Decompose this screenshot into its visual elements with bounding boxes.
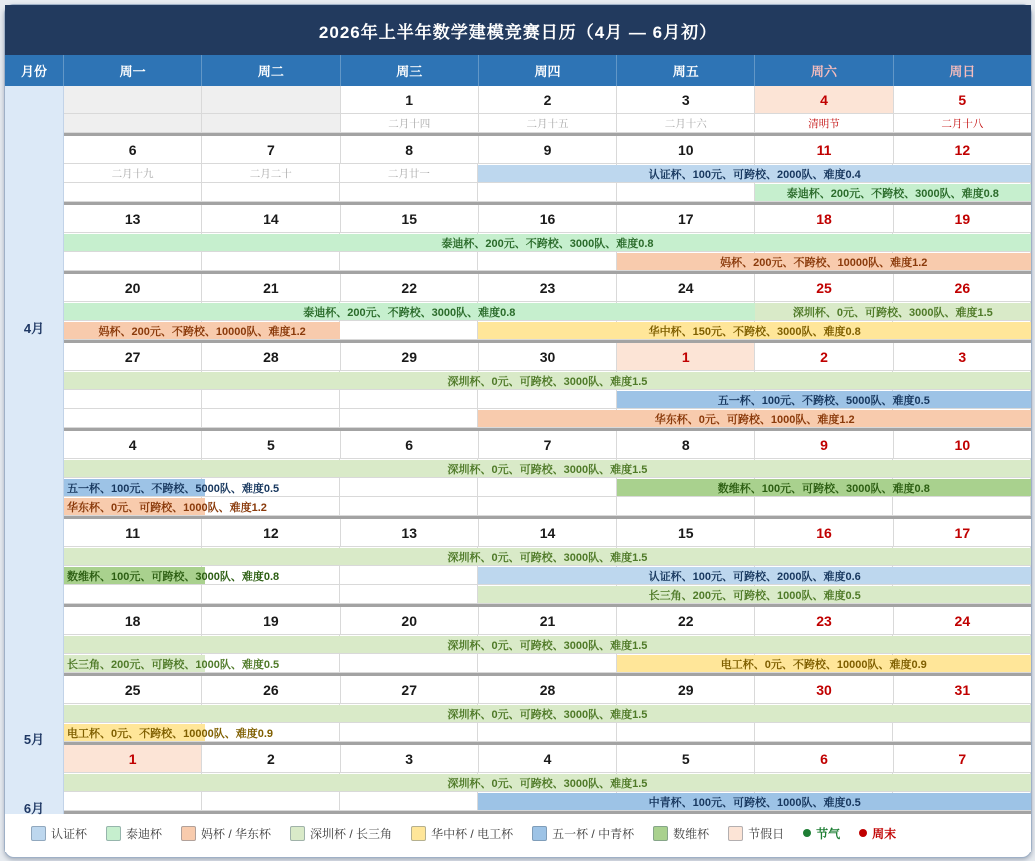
- empty-cell: [340, 252, 478, 271]
- empty-cell: [478, 723, 616, 742]
- event-row: [64, 459, 1031, 478]
- date-cell: 28: [202, 343, 340, 371]
- date-cell: 29: [341, 343, 479, 371]
- empty-cell: [340, 478, 478, 497]
- weekday-header-7: 周日: [949, 64, 976, 79]
- event-bar[interactable]: 中青杯、100元、可跨校、1000队、难度0.5: [478, 793, 1031, 810]
- date-row: [64, 745, 1031, 773]
- event-row: [64, 252, 1031, 271]
- date-cell: 29: [617, 676, 755, 704]
- date-cell: 7: [894, 745, 1031, 773]
- date-cell: 16: [479, 205, 617, 233]
- empty-cell: [64, 114, 202, 133]
- date-cell: 13: [64, 205, 202, 233]
- week-row: [64, 676, 1031, 745]
- legend-item-label: 华中杯 / 电工杯: [431, 826, 514, 841]
- date-cell: 15: [341, 205, 479, 233]
- event-bar[interactable]: 五一杯、100元、不跨校、5000队、难度0.5: [617, 391, 1031, 408]
- date-row: [64, 205, 1031, 233]
- date-cell: 27: [64, 343, 202, 371]
- date-cell: 18: [755, 205, 893, 233]
- date-row: [64, 343, 1031, 371]
- empty-cell: [478, 183, 616, 202]
- event-row: [64, 478, 1031, 497]
- event-bar[interactable]: 妈杯、200元、不跨校、10000队、难度1.2: [617, 253, 1031, 270]
- empty-cell: [755, 497, 893, 516]
- date-cell: 27: [341, 676, 479, 704]
- legend-item-label: 认证杯: [51, 826, 88, 841]
- date-cell: [64, 86, 202, 114]
- solar-term-dot-icon: [803, 829, 811, 837]
- empty-cell: [478, 390, 616, 409]
- event-row: [64, 233, 1031, 252]
- weekday-header-3: 周三: [341, 55, 479, 86]
- date-cell: 14: [202, 205, 340, 233]
- event-row: [64, 371, 1031, 390]
- event-row: [64, 409, 1031, 428]
- event-bar[interactable]: 华东杯、0元、可跨校、1000队、难度1.2: [478, 410, 1031, 427]
- legend-swatch-icon: [290, 826, 305, 841]
- date-cell: 2: [479, 86, 617, 114]
- empty-cell: [340, 585, 478, 604]
- legend-item: [31, 825, 87, 842]
- date-cell: 8: [617, 431, 755, 459]
- date-cell: 4: [64, 431, 202, 459]
- lunar-label-cell: 二月十四: [341, 114, 479, 133]
- date-cell: 26: [894, 274, 1031, 302]
- week-row: [64, 274, 1031, 343]
- lunar-label-cell: 清明节: [755, 114, 893, 133]
- event-bar[interactable]: 泰迪杯、200元、不跨校、3000队、难度0.8: [755, 184, 1031, 201]
- event-row: [64, 183, 1031, 202]
- event-bar[interactable]: 电工杯、0元、不跨校、10000队、难度0.9: [617, 655, 1031, 672]
- empty-cell: [617, 723, 755, 742]
- event-bar[interactable]: 数维杯、100元、可跨校、3000队、难度0.8: [617, 479, 1031, 496]
- legend-item: [532, 825, 634, 842]
- date-cell: 9: [755, 431, 893, 459]
- calendar-card: [4, 4, 1032, 858]
- date-cell: 4: [755, 86, 893, 114]
- event-row: [64, 585, 1031, 604]
- lunar-label-cell: 二月十九: [64, 164, 202, 183]
- date-cell: 24: [894, 607, 1031, 635]
- event-row: [64, 390, 1031, 409]
- date-cell: 5: [617, 745, 755, 773]
- weekday-header-row: [5, 55, 1031, 86]
- legend-swatch-icon: [181, 826, 196, 841]
- empty-cell: [478, 252, 616, 271]
- legend-swatch-icon: [31, 826, 46, 841]
- event-bar[interactable]: 泰迪杯、200元、不跨校、3000队、难度0.8: [64, 234, 1031, 251]
- empty-cell: [202, 114, 340, 133]
- date-cell: 8: [341, 136, 479, 164]
- event-bar[interactable]: 泰迪杯、200元、不跨校、3000队、难度0.8: [64, 303, 755, 320]
- date-cell: 1: [64, 745, 202, 773]
- date-cell: 16: [755, 519, 893, 547]
- legend-item: [653, 825, 709, 842]
- event-bar[interactable]: 深圳杯、0元、可跨校、3000队、难度1.5: [64, 548, 1031, 565]
- empty-cell: [755, 723, 893, 742]
- legend-item-label: 妈杯 / 华东杯: [201, 826, 272, 841]
- date-cell: 22: [341, 274, 479, 302]
- empty-cell: [64, 252, 202, 271]
- legend-item-label: 数维杯: [673, 826, 710, 841]
- weekend-dot-icon: [859, 829, 867, 837]
- event-bar[interactable]: 认证杯、100元、可跨校、2000队、难度0.6: [478, 567, 1031, 584]
- empty-cell: [64, 183, 202, 202]
- date-cell: 12: [202, 519, 340, 547]
- legend-solar-term-label: 节气: [816, 826, 841, 841]
- event-bar[interactable]: 长三角、200元、可跨校、1000队、难度0.5: [478, 586, 1031, 603]
- date-cell: 6: [64, 136, 202, 164]
- date-cell: 17: [894, 519, 1031, 547]
- event-bar[interactable]: 华中杯、150元、不跨校、3000队、难度0.8: [478, 322, 1031, 339]
- page-title: 2026年上半年数学建模竞赛日历（4月 — 6月初）: [5, 5, 1031, 55]
- empty-cell: [478, 478, 616, 497]
- week-row: [64, 519, 1031, 607]
- week-row: [64, 205, 1031, 274]
- date-cell: 19: [202, 607, 340, 635]
- date-cell: 3: [341, 745, 479, 773]
- legend-item: [728, 825, 784, 842]
- legend-item: [106, 825, 162, 842]
- date-cell: 5: [894, 86, 1031, 114]
- date-cell: 5: [202, 431, 340, 459]
- event-row: [64, 497, 1031, 516]
- event-bar[interactable]: 数维杯、100元、可跨校、3000队、难度0.8: [64, 567, 205, 584]
- date-cell: 21: [202, 274, 340, 302]
- date-row: [64, 136, 1031, 164]
- empty-cell: [64, 585, 202, 604]
- event-row: [64, 635, 1031, 654]
- empty-cell: [340, 409, 478, 428]
- legend-swatch-icon: [653, 826, 668, 841]
- date-cell: 4: [479, 745, 617, 773]
- date-row: [64, 274, 1031, 302]
- event-bar[interactable]: 华东杯、0元、可跨校、1000队、难度1.2: [64, 498, 205, 515]
- empty-cell: [340, 654, 478, 673]
- legend-item: [411, 825, 513, 842]
- event-row: [64, 302, 1031, 321]
- weekday-header-1: 周一: [64, 55, 202, 86]
- date-cell: 6: [755, 745, 893, 773]
- date-cell: 24: [617, 274, 755, 302]
- legend-solar-term: [803, 825, 840, 842]
- date-row: [64, 519, 1031, 547]
- empty-cell: [202, 585, 340, 604]
- lunar-label-cell: 二月十八: [894, 114, 1031, 133]
- date-cell: 11: [755, 136, 893, 164]
- week-row: [64, 745, 1031, 814]
- date-cell: 6: [341, 431, 479, 459]
- empty-cell: [64, 390, 202, 409]
- event-row: [64, 566, 1031, 585]
- event-bar[interactable]: 长三角、200元、可跨校、1000队、难度0.5: [64, 655, 205, 672]
- date-cell: 12: [894, 136, 1031, 164]
- date-cell: 17: [617, 205, 755, 233]
- date-cell: 1: [617, 343, 755, 371]
- date-cell: 28: [479, 676, 617, 704]
- date-cell: 20: [341, 607, 479, 635]
- event-row: [64, 704, 1031, 723]
- event-row: [64, 114, 1031, 133]
- date-cell: 11: [64, 519, 202, 547]
- legend-weekend-label: 周末: [872, 826, 897, 841]
- weekday-header-4: 周四: [479, 55, 617, 86]
- date-cell: 22: [617, 607, 755, 635]
- calendar-body: [5, 86, 1031, 814]
- event-bar[interactable]: 认证杯、100元、可跨校、2000队、难度0.4: [478, 165, 1031, 182]
- month-strip: [5, 86, 64, 814]
- date-cell: 14: [479, 519, 617, 547]
- date-cell: 20: [64, 274, 202, 302]
- event-row: [64, 773, 1031, 792]
- weekday-header-2: 周二: [202, 55, 340, 86]
- date-cell: 3: [894, 343, 1031, 371]
- legend-item: [290, 825, 392, 842]
- legend-swatch-icon: [106, 826, 121, 841]
- legend-swatch-icon: [411, 826, 426, 841]
- date-row: [64, 676, 1031, 704]
- date-cell: 7: [479, 431, 617, 459]
- date-cell: 3: [617, 86, 755, 114]
- legend-item-label: 五一杯 / 中青杯: [552, 826, 635, 841]
- empty-cell: [893, 723, 1031, 742]
- empty-cell: [340, 792, 478, 811]
- empty-cell: [340, 321, 478, 340]
- date-cell: 13: [341, 519, 479, 547]
- month-label: 4月: [23, 321, 45, 336]
- month-label: 6月: [23, 801, 45, 816]
- empty-cell: [340, 183, 478, 202]
- empty-cell: [340, 497, 478, 516]
- event-bar[interactable]: 深圳杯、0元、可跨校、3000队、难度1.5: [64, 372, 1031, 389]
- date-cell: 30: [479, 343, 617, 371]
- empty-cell: [478, 497, 616, 516]
- date-cell: 2: [202, 745, 340, 773]
- lunar-label-cell: 二月廿一: [340, 164, 478, 183]
- date-cell: 19: [894, 205, 1031, 233]
- date-row: [64, 607, 1031, 635]
- date-cell: 15: [617, 519, 755, 547]
- empty-cell: [340, 390, 478, 409]
- event-row: [64, 547, 1031, 566]
- week-row: [64, 86, 1031, 136]
- empty-cell: [893, 497, 1031, 516]
- empty-cell: [202, 183, 340, 202]
- event-row: [64, 654, 1031, 673]
- weeks-container: [64, 86, 1031, 814]
- empty-cell: [202, 252, 340, 271]
- legend-item-label: 深圳杯 / 长三角: [310, 826, 393, 841]
- empty-cell: [64, 409, 202, 428]
- date-cell: 10: [617, 136, 755, 164]
- empty-cell: [202, 792, 340, 811]
- empty-cell: [617, 497, 755, 516]
- date-row: [64, 431, 1031, 459]
- event-row: [64, 164, 1031, 183]
- event-row: [64, 321, 1031, 340]
- week-row: [64, 607, 1031, 676]
- event-bar[interactable]: 深圳杯、0元、可跨校、3000队、难度1.5: [755, 303, 1031, 320]
- date-cell: 31: [894, 676, 1031, 704]
- date-cell: 18: [64, 607, 202, 635]
- date-cell: 7: [202, 136, 340, 164]
- date-row: [64, 86, 1031, 114]
- event-bar[interactable]: 深圳杯、0元、可跨校、3000队、难度1.5: [64, 636, 1031, 653]
- empty-cell: [340, 566, 478, 585]
- lunar-label-cell: 二月二十: [202, 164, 340, 183]
- legend-item: [181, 825, 271, 842]
- empty-cell: [340, 723, 478, 742]
- date-cell: 30: [755, 676, 893, 704]
- empty-cell: [64, 792, 202, 811]
- empty-cell: [478, 654, 616, 673]
- date-cell: 10: [894, 431, 1031, 459]
- date-cell: 1: [341, 86, 479, 114]
- date-cell: 26: [202, 676, 340, 704]
- date-cell: 21: [479, 607, 617, 635]
- legend-swatch-icon: [532, 826, 547, 841]
- event-bar[interactable]: 五一杯、100元、不跨校、5000队、难度0.5: [64, 479, 205, 496]
- legend: [5, 814, 1031, 852]
- legend-weekend: [859, 825, 896, 842]
- date-cell: 25: [755, 274, 893, 302]
- week-row: [64, 343, 1031, 431]
- empty-cell: [202, 390, 340, 409]
- weekday-header-6: 周六: [755, 55, 893, 86]
- date-cell: 23: [755, 607, 893, 635]
- month-column-header: 月份: [5, 55, 64, 86]
- date-cell: 23: [479, 274, 617, 302]
- legend-swatch-icon: [728, 826, 743, 841]
- event-bar[interactable]: 深圳杯、0元、可跨校、3000队、难度1.5: [64, 705, 1031, 722]
- date-cell: 2: [755, 343, 893, 371]
- legend-item-label: 节假日: [748, 826, 785, 841]
- event-bar[interactable]: 深圳杯、0元、可跨校、3000队、难度1.5: [64, 774, 1031, 791]
- date-cell: 9: [479, 136, 617, 164]
- event-bar[interactable]: 电工杯、0元、不跨校、10000队、难度0.9: [64, 724, 205, 741]
- date-cell: 25: [64, 676, 202, 704]
- empty-cell: [617, 183, 755, 202]
- event-row: [64, 792, 1031, 811]
- date-cell: [202, 86, 340, 114]
- event-bar[interactable]: 深圳杯、0元、可跨校、3000队、难度1.5: [64, 460, 1031, 477]
- lunar-label-cell: 二月十五: [479, 114, 617, 133]
- week-row: [64, 431, 1031, 519]
- lunar-label-cell: 二月十六: [617, 114, 755, 133]
- empty-cell: [202, 409, 340, 428]
- legend-item-label: 泰迪杯: [126, 826, 163, 841]
- month-label: 5月: [23, 732, 45, 747]
- week-row: [64, 136, 1031, 205]
- event-bar[interactable]: 妈杯、200元、不跨校、10000队、难度1.2: [64, 322, 340, 339]
- weekday-header-5: 周五: [617, 55, 755, 86]
- event-row: [64, 723, 1031, 742]
